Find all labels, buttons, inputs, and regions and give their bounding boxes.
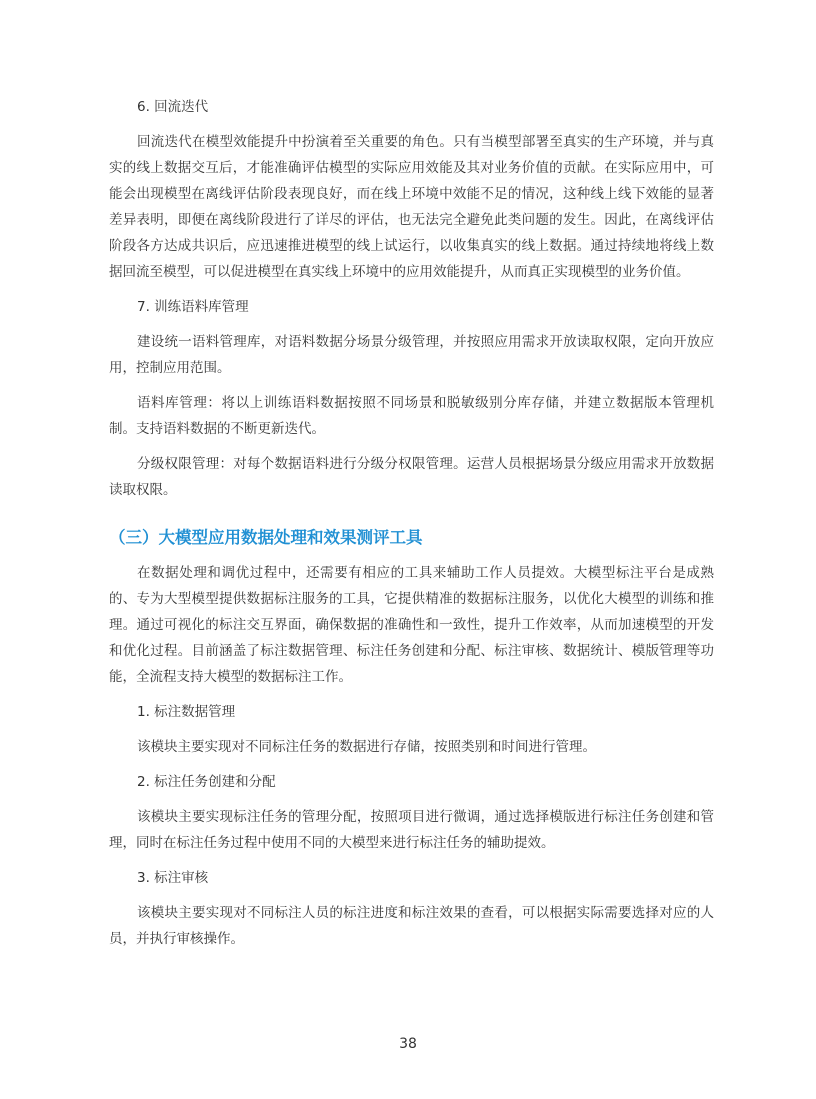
paragraph-annotation-review: 该模块主要实现对不同标注人员的标注进度和标注效果的查看，可以根据实际需要选择对应的人员，并执行审核操作。 — [109, 905, 714, 947]
document-body — [109, 94, 714, 952]
subsection-heading-1: 1. 标注数据管理 — [137, 704, 236, 720]
paragraph-annotation-platform: 在数据处理和调优过程中，还需要有相应的工具来辅助工作人员提效。大模型标注平台是成熟的、专为大型模型提供数据标注服务的工具，它提供精准的数据标注服务，以优化大模型的训练和推理。通过可视化的标注交互界面，确保数据的准确性和一致性，提升工作效率，从而加速模型的开发和优化过程。目前涵盖了标注数据管理、标注任务创建和分配、标注审核、数据统计、模版管理等功能，全流程支持大模型的数据标注工作。 — [109, 565, 714, 685]
paragraph-annotation-data: 该模块主要实现对不同标注任务的数据进行存储，按照类别和时间进行管理。 — [137, 739, 596, 755]
paragraph-corpus-management: 语料库管理：将以上训练语料数据按照不同场景和脱敏级别分库存储，并建立数据版本管理机制。支持语料数据的不断更新迭代。 — [109, 395, 714, 437]
page-number: 38 — [399, 1036, 417, 1052]
paragraph-task-creation: 该模块主要实现标注任务的管理分配，按照项目进行微调，通过选择模版进行标注任务创建和管理，同时在标注任务过程中使用不同的大模型来进行标注任务的辅助提效。 — [109, 809, 714, 851]
part-three-title: （三）大模型应用数据处理和效果测评工具 — [109, 528, 423, 547]
subsection-heading-3: 3. 标注审核 — [137, 870, 209, 886]
section-heading-7: 7. 训练语料库管理 — [137, 299, 249, 315]
paragraph-feedback-iteration: 回流迭代在模型效能提升中扮演着至关重要的角色。只有当模型部署至真实的生产环境，并与真实的线上数据交互后，才能准确评估模型的实际应用效能及其对业务价值的贡献。在实际应用中，可能会出现模型在离线评估阶段表现良好，而在线上环境中效能不足的情况，这种线上线下效能的显著差异表明，即便在离线阶段进行了详尽的评估，也无法完全避免此类问题的发生。因此，在离线评估阶段各方达成共识后，应迅速推进模型的线上试运行，以收集真实的线上数据。通过持续地将线上数据回流至模型，可以促进模型在真实线上环境中的应用效能提升，从而真正实现模型的业务价值。 — [109, 134, 714, 280]
subsection-heading-2: 2. 标注任务创建和分配 — [137, 774, 276, 790]
paragraph-permission-management: 分级权限管理：对每个数据语料进行分级分权限管理。运营人员根据场景分级应用需求开放数据读取权限。 — [109, 456, 714, 498]
section-heading-6: 6. 回流迭代 — [137, 99, 209, 115]
paragraph-corpus-library: 建设统一语料管理库，对语料数据分场景分级管理，并按照应用需求开放读取权限，定向开放应用，控制应用范围。 — [109, 334, 714, 376]
